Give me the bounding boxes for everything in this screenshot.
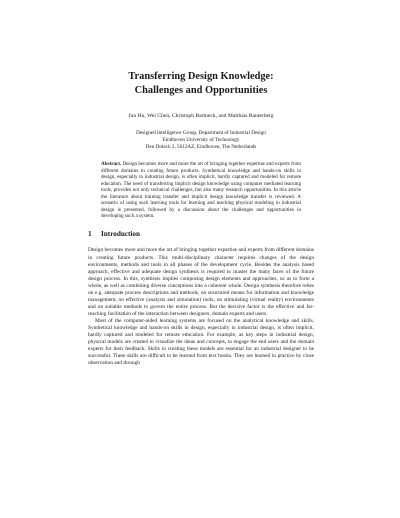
- abstract-text: Design becomes more and more the art of bringing together expertise and experts from different domains in creating future products. Synthetical knowledge and hands-on skills in design, especially in industrial design, is often implicit, hardly captured and modeled for remote education. The need of transferring implicit design knowledge using computer mediated learning tools, provides not only technical challenges, but also many research opportunities. In this article the literature about training transfer and implicit design knowledge transfer is reviewed. A scenario of using such learning tools for learning and teaching physical modeling in industrial design is presented, followed by a discussion about the challenges and opportunities in developing such a system.: [101, 161, 302, 220]
- section-heading: [88, 230, 314, 239]
- section-number: 1: [88, 230, 92, 239]
- paragraph-2: Most of the computer-aided learning systems are focused on the analytical knowledge and skills. Synthetical knowledge and hands-on skills in design, especially in industrial design, is often implicit, hardly captured and modeled for remote education. For example, as key steps in industrial design, physical models are created to visualize the ideas and concepts, to engage the end users and the domain experts for their feedback. Skills in creating these models are essential for an industrial designer to be successful. These skills are difficult to be learned from text books. They are learned in practice by close observation and through: [88, 317, 314, 367]
- affiliation-line-2: Eindhoven University of Technology: [162, 136, 240, 143]
- abstract: [101, 161, 301, 219]
- affiliation-line-1: Designed Intelligence Group, Department of Industrial Design: [136, 130, 266, 136]
- paragraph-1: Design becomes more and more the art of bringing together expertise and experts from different domains in creating future products. This multi-disciplinary character requires changes of the design environments, methods and tools in all phases of the development cycle. Besides the analysis based approach, effective and adequate design synthesis is required to master the many faces of the future design process. In this, synthesis implies composing design elements and approaches, so as to form a whole, as well as combining diverse conceptions into a coherent whole. Design synthesis therefore relies on e.g. adequate process descriptions and methods, on structured means for information and knowledge management, on effective (analysis and simulation) tools, on stimulating (virtual reality) environments and on suitable methods to govern the entire process. But the decisive factor is the effective and far-reaching facilitation of the interaction between designers, domain experts and users.: [88, 247, 314, 317]
- paper-title: [88, 70, 314, 98]
- paper-affiliation: [88, 130, 314, 150]
- section-title: Introduction: [101, 230, 141, 239]
- abstract-label: Abstract.: [101, 161, 122, 168]
- paper-authors: Jun Hu, Wei Chen, Christoph Bartneck, and Matthias Rauterberg: [128, 113, 274, 119]
- paper-title-line-2: Challenges and Opportunities: [134, 85, 268, 96]
- paper-page: [88, 70, 314, 367]
- affiliation-line-3: Den Dolech 2, 5612AZ, Eindhoven, The Netherlands: [145, 143, 257, 150]
- body-text: [88, 247, 314, 367]
- paper-title-line-1: Transferring Design Knowledge:: [128, 71, 274, 82]
